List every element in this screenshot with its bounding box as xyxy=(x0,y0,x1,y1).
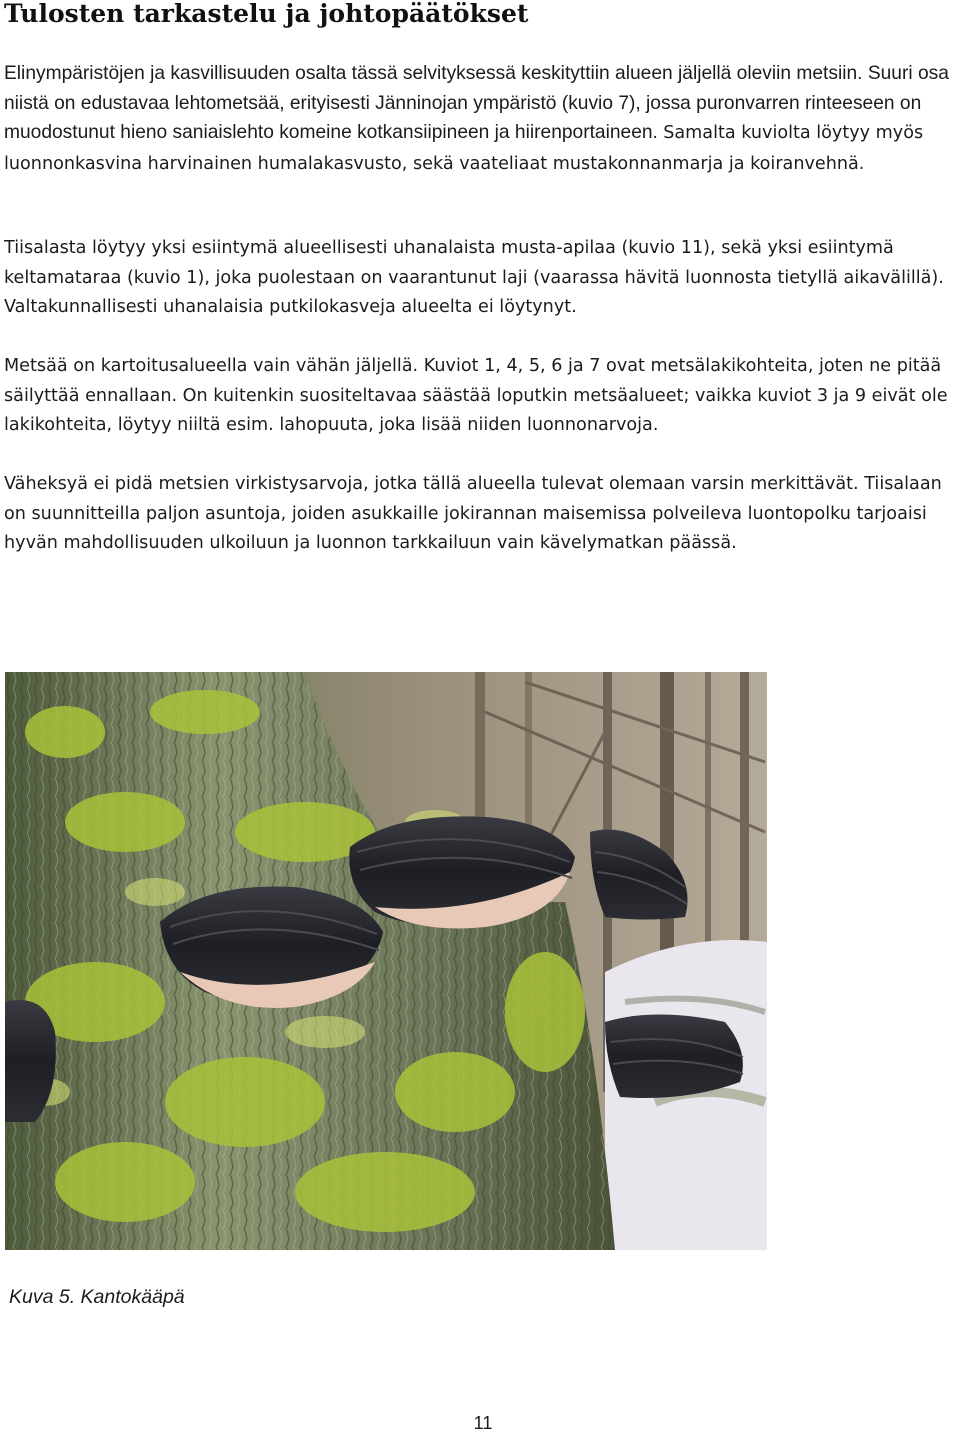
photo-tinder-fungus xyxy=(5,672,767,1250)
paragraph-habitats-part1: Elinympäristöjen ja kasvillisuuden osalta tässä selvityksessä keskityttiin alueen jäljellä oleviin metsiin. Suuri osa niistä on edustavaa lehtometsää, erityisesti Jänninojan ympäristö (kuvio 7), jossa puronvarren rinteeseen on muodostunut hieno saniaislehto komeine kotkansiipineen ja hiirenportaineen. xyxy=(4,63,949,143)
figure-caption: Kuva 5. Kantokääpä xyxy=(9,1286,185,1308)
page-heading: Tulosten tarkastelu ja johtopäätökset xyxy=(4,0,529,28)
paragraph-habitats xyxy=(4,59,960,179)
paragraph-habitats-part2: Samalta kuviolta löytyy myös luonnonkasvina harvinainen humalakasvusto, sekä vaateliaat mustakonnanmarja ja koiranvehnä. xyxy=(4,123,924,174)
paragraph-forest-protection: Metsää on kartoitusalueella vain vähän jäljellä. Kuviot 1, 4, 5, 6 ja 7 ovat metsälakikohteita, joten ne pitää säilyttää ennallaan. On kuitenkin suositeltavaa säästää loputkin metsäalueet; vaikka kuviot 3 ja 9 eivät ole lakikohteita, löytyy niiltä esim. lahopuuta, joka lisää niiden luonnonarvoja. xyxy=(4,356,948,435)
paragraph-threatened-species: Tiisalasta löytyy yksi esiintymä alueellisesti uhanalaista musta-apilaa (kuvio 11), sekä yksi esiintymä keltamataraa (kuvio 1), joka puolestaan on vaarantunut laji (vaarassa hävitä luonnosta tietyllä aikavälillä). Valtakunnallisesti uhanalaisia putkilokasveja alueelta ei löytynyt. xyxy=(4,238,944,317)
conk-right-lower xyxy=(605,1015,743,1099)
page-number: 11 xyxy=(473,1413,493,1433)
paragraph-recreation: Väheksyä ei pidä metsien virkistysarvoja, jotka tällä alueella tulevat olemaan varsin merkittävät. Tiisalaan on suunnitteilla paljon asuntoja, joiden asukkaille jokirannan maisemissa polveileva luontopolku tarjoaisi hyvän mahdollisuuden ulkoiluun ja luonnon tarkkailuun vain kävelymatkan päässä. xyxy=(4,474,942,553)
photo-illustration xyxy=(5,672,767,1250)
